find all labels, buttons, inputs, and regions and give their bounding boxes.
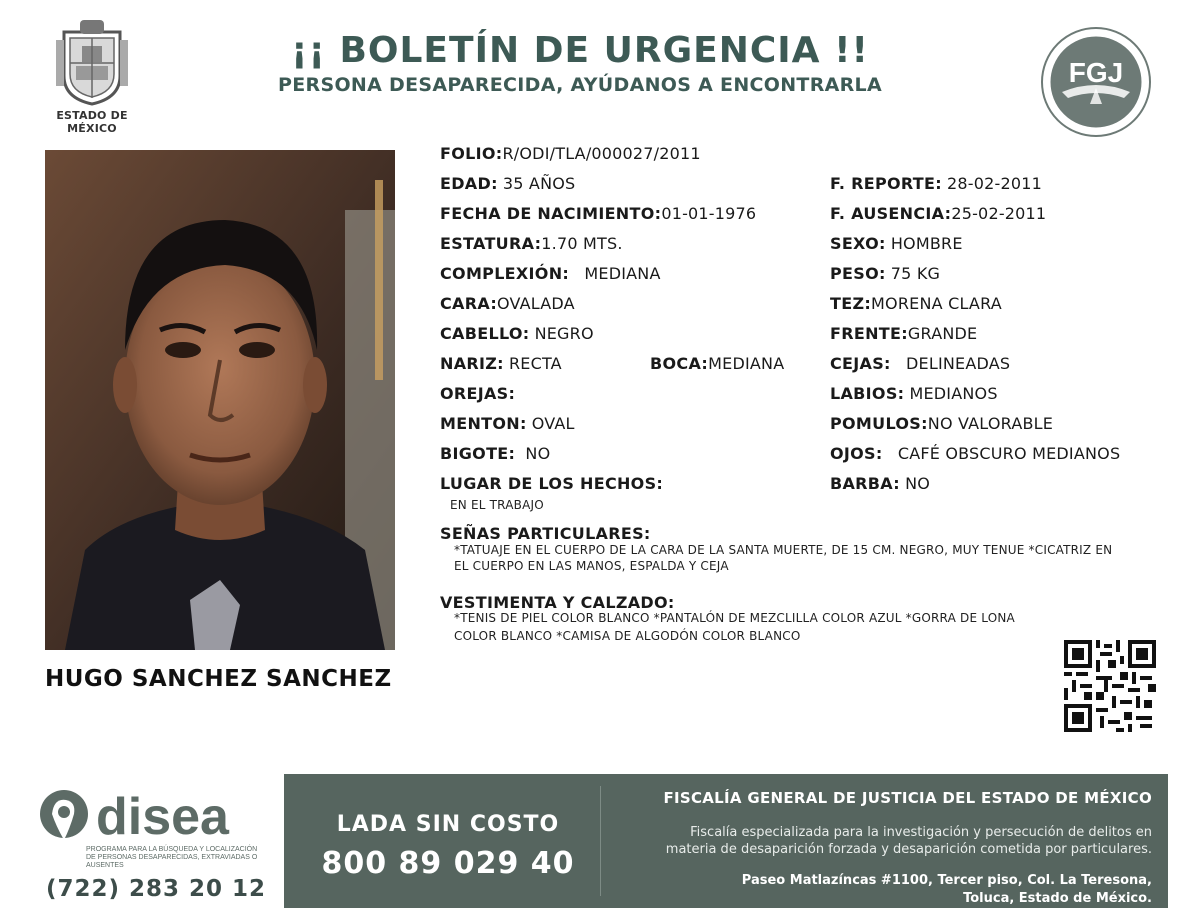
- field-f-ausencia: [830, 204, 1046, 224]
- person-portrait-image: [45, 150, 395, 650]
- field-value: 75 KG: [890, 264, 941, 283]
- field-value: HOMBRE: [890, 234, 963, 253]
- field-value: 35 AÑOS: [502, 174, 576, 193]
- field-complexion: [440, 264, 661, 284]
- field-label: BOCA:: [650, 354, 709, 373]
- fiscalia-description: [604, 824, 1152, 858]
- field-label: F. REPORTE:: [830, 174, 942, 193]
- field-pomulos: [830, 414, 1053, 434]
- vestimenta-line-2: COLOR BLANCO *CAMISA DE ALGODÓN COLOR BLANCO: [454, 629, 801, 643]
- coat-of-arms-icon: [52, 18, 132, 106]
- field-label: F. AUSENCIA:: [830, 204, 952, 223]
- field-label: BIGOTE:: [440, 444, 516, 463]
- field-value: DELINEADAS: [906, 354, 1011, 373]
- field-value: 1.70 MTS.: [541, 234, 623, 253]
- field-label: FOLIO:: [440, 144, 503, 163]
- field-folio: [440, 144, 701, 164]
- field-value: NO: [525, 444, 551, 463]
- lugar-hechos-value: EN EL TRABAJO: [450, 498, 544, 512]
- field-value: NO VALORABLE: [927, 414, 1054, 433]
- fgj-seal-icon: [1040, 26, 1152, 138]
- bulletin-title: ¡¡ BOLETÍN DE URGENCIA !!: [291, 30, 869, 71]
- field-label: OREJAS:: [440, 384, 516, 403]
- vestimenta-label: VESTIMENTA Y CALZADO:: [440, 593, 675, 612]
- field-f-reporte: [830, 174, 1042, 194]
- footer-divider: [600, 786, 601, 896]
- field-fecha-nacimiento: [440, 204, 756, 224]
- odisea-desc-1: PROGRAMA PARA LA BÚSQUEDA Y LOCALIZACIÓN: [86, 846, 258, 853]
- field-label: LABIOS:: [830, 384, 905, 403]
- address-line-2: Toluca, Estado de México.: [963, 891, 1152, 906]
- field-label: CARA:: [440, 294, 498, 313]
- fiscalia-title: FISCALÍA GENERAL DE JUSTICIA DEL ESTADO DE MÉXICO: [663, 789, 1152, 807]
- field-estatura: [440, 234, 623, 254]
- address-line-1: Paseo Matlazíncas #1100, Tercer piso, Col. La Teresona,: [741, 873, 1152, 888]
- fiscalia-desc-line-1: Fiscalía especializada para la investigación y persecución de delitos en: [690, 825, 1152, 840]
- field-value: NO: [905, 474, 931, 493]
- field-ojos: [830, 444, 1120, 464]
- field-label: FRENTE:: [830, 324, 908, 343]
- field-value: R/ODI/TLA/000027/2011: [502, 144, 701, 163]
- field-value: MEDIANOS: [909, 384, 998, 403]
- field-menton: [440, 414, 575, 434]
- field-cejas: [830, 354, 1010, 374]
- fgj-initials: FGJ: [1068, 57, 1124, 88]
- qr-code-icon: [1064, 640, 1156, 732]
- field-value: 25-02-2011: [951, 204, 1047, 223]
- fiscalia-address: [604, 872, 1152, 908]
- field-label: CABELLO:: [440, 324, 530, 343]
- odisea-desc-2: DE PERSONAS DESAPARECIDAS, EXTRAVIADAS O: [86, 854, 258, 861]
- person-name: HUGO SANCHEZ SANCHEZ: [45, 666, 392, 692]
- field-label: CEJAS:: [830, 354, 891, 373]
- fiscalia-desc-line-2: materia de desaparición forzada y desaparición cometida por particulares.: [665, 842, 1152, 857]
- lada-sin-costo-label: LADA SIN COSTO: [336, 812, 560, 837]
- field-edad: [440, 174, 575, 194]
- missing-person-photo: [45, 150, 395, 650]
- field-nariz: [440, 354, 562, 374]
- odisea-desc-3: AUSENTES: [86, 862, 124, 869]
- field-label: PESO:: [830, 264, 886, 283]
- odisea-phone[interactable]: (722) 283 20 12: [45, 876, 267, 902]
- fgj-logo: [1040, 26, 1152, 138]
- field-label: NARIZ:: [440, 354, 504, 373]
- estado-de-mexico-crest: [30, 18, 154, 135]
- senas-line-2: EL CUERPO EN LAS MANOS, ESPALDA Y CEJA: [454, 559, 729, 573]
- field-label: BARBA:: [830, 474, 900, 493]
- field-value: 01-01-1976: [661, 204, 757, 223]
- field-cabello: [440, 324, 594, 344]
- field-label: LUGAR DE LOS HECHOS:: [440, 474, 664, 493]
- vestimenta-line-1: *TENIS DE PIEL COLOR BLANCO *PANTALÓN DE MEZCLILLA COLOR AZUL *GORRA DE LONA: [454, 611, 1015, 625]
- field-label: FECHA DE NACIMIENTO:: [440, 204, 662, 223]
- field-sexo: [830, 234, 963, 254]
- odisea-wordmark: disea: [96, 788, 229, 846]
- field-label: EDAD:: [440, 174, 498, 193]
- field-boca: [650, 354, 784, 374]
- field-orejas: [440, 384, 520, 404]
- field-labios: [830, 384, 998, 404]
- lada-phone-number[interactable]: 800 89 029 40: [321, 846, 575, 881]
- field-tez: [830, 294, 1002, 314]
- field-value: NEGRO: [534, 324, 594, 343]
- field-value: MEDIANA: [584, 264, 661, 283]
- field-value: OVAL: [531, 414, 575, 433]
- field-value: RECTA: [508, 354, 562, 373]
- qr-code[interactable]: [1064, 640, 1156, 732]
- field-bigote: [440, 444, 550, 464]
- field-barba: [830, 474, 930, 494]
- field-value: MORENA CLARA: [871, 294, 1002, 313]
- field-label: TEZ:: [830, 294, 872, 313]
- field-value: GRANDE: [907, 324, 978, 343]
- field-label: COMPLEXIÓN:: [440, 264, 570, 283]
- field-label: ESTATURA:: [440, 234, 542, 253]
- field-peso: [830, 264, 940, 284]
- field-lugar-hechos-label: [440, 474, 663, 494]
- odisea-brand-icon: [36, 784, 276, 878]
- senas-line-1: *TATUAJE EN EL CUERPO DE LA CARA DE LA SANTA MUERTE, DE 15 CM. NEGRO, MUY TENUE *CICATRIZ EN: [454, 543, 1113, 557]
- field-label: MENTON:: [440, 414, 527, 433]
- field-value: CAFÉ OBSCURO MEDIANOS: [897, 444, 1121, 463]
- bulletin-subtitle: PERSONA DESAPARECIDA, AYÚDANOS A ENCONTRARLA: [278, 74, 882, 96]
- crest-label: ESTADO DE MÉXICO: [56, 109, 128, 135]
- field-value: 28-02-2011: [947, 174, 1043, 193]
- senas-particulares-label: SEÑAS PARTICULARES:: [440, 524, 651, 543]
- field-value: OVALADA: [497, 294, 575, 313]
- odisea-logo: [36, 784, 276, 878]
- field-cara: [440, 294, 575, 314]
- field-label: OJOS:: [830, 444, 883, 463]
- field-label: POMULOS:: [830, 414, 928, 433]
- field-label: SEXO:: [830, 234, 886, 253]
- field-value: MEDIANA: [708, 354, 785, 373]
- field-frente: [830, 324, 977, 344]
